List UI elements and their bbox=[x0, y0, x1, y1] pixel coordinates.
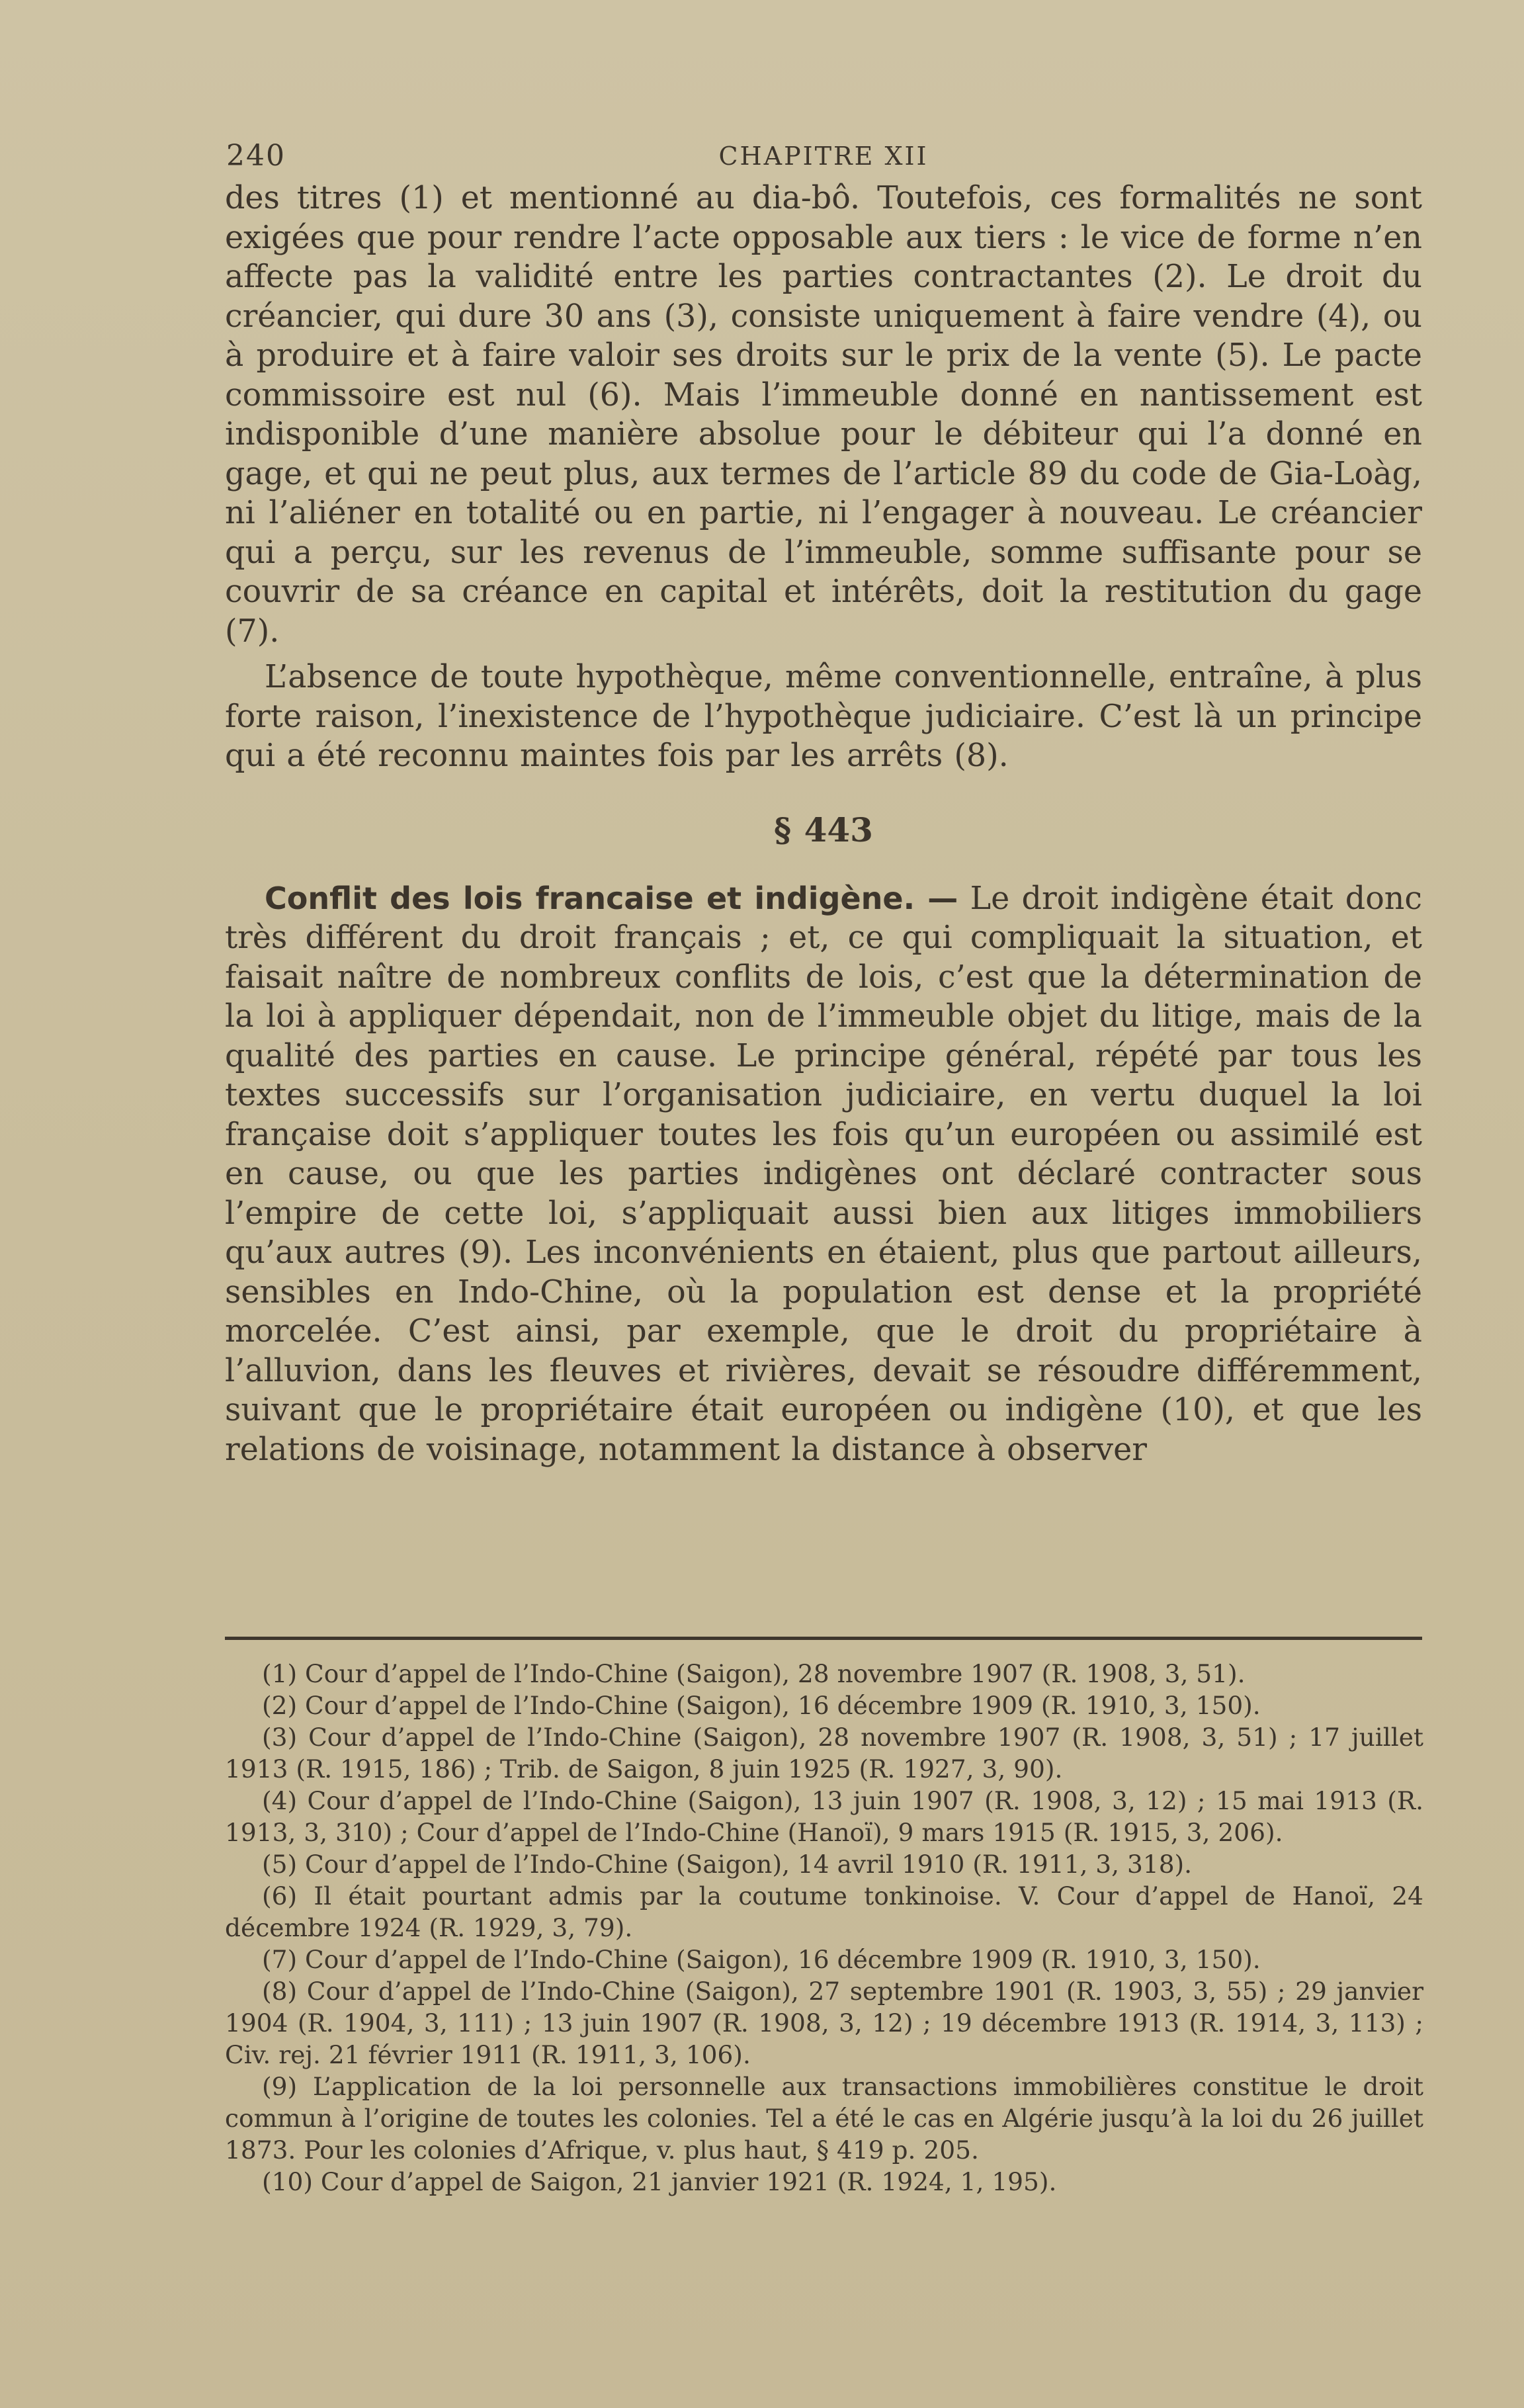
footnote-9: (9) L’application de la loi personnelle aux transactions immobilières constitue le droit commun à l’origine de toutes les colonies. Tel a été le cas en Algérie jusqu’à la loi du 26 juillet 1873. Pour les colonies d’Afrique, v. plus haut, § 419 p. 205. bbox=[225, 2072, 1423, 2165]
footnote-2: (2) Cour d’appel de l’Indo-Chine (Saigon), 16 décembre 1909 (R. 1910, 3, 150). bbox=[262, 1691, 1261, 1720]
footnote-5: (5) Cour d’appel de l’Indo-Chine (Saigon), 14 avril 1910 (R. 1911, 3, 318). bbox=[262, 1850, 1193, 1879]
page-number: 240 bbox=[226, 139, 286, 173]
book-page bbox=[225, 132, 1422, 1469]
section-title: Conflit des lois francaise et indigène. — bbox=[265, 880, 958, 916]
section-number: § 443 bbox=[774, 810, 873, 849]
running-title: CHAPITRE XII bbox=[718, 142, 929, 171]
footnote-10: (10) Cour d’appel de Saigon, 21 janvier 1921 (R. 1924, 1, 195). bbox=[262, 2167, 1057, 2196]
footnote-3: (3) Cour d’appel de l’Indo-Chine (Saigon), 28 novembre 1907 (R. 1908, 3, 51) ; 17 juillet 1913 (R. 1915, 186) ; Trib. de Saigon, 8 juin 1925 (R. 1927, 3, 90). bbox=[225, 1723, 1423, 1784]
footnotes bbox=[225, 1658, 1423, 2198]
footnote-7: (7) Cour d’appel de l’Indo-Chine (Saigon), 16 décembre 1909 (R. 1910, 3, 150). bbox=[262, 1945, 1261, 1974]
footnote-rule bbox=[225, 1637, 1422, 1640]
main-text bbox=[225, 179, 1422, 1469]
paragraph-3 bbox=[225, 879, 1422, 1470]
footnote-4: (4) Cour d’appel de l’Indo-Chine (Saigon), 13 juin 1907 (R. 1908, 3, 12) ; 15 mai 1913 (R. 1913, 3, 310) ; Cour d’appel de l’Indo-Chine (Hanoï), 9 mars 1915 (R. 1915, 3, 206). bbox=[225, 1786, 1423, 1847]
paragraph-1: des titres (1) et mentionné au dia-bô. Toutefois, ces formalités ne sont exigées que pour rendre l’acte opposable aux tiers : le vice de forme n’en affecte pas la validité entre les parties contractantes (2). Le droit du créancier, qui dure 30 ans (3), consiste uniquement à faire vendre (4), ou à produire et à faire valoir ses droits sur le prix de la vente (5). Le pacte commissoire est nul (6). Mais l’immeuble donné en nantissement est indisponible d’une manière absolue pour le débiteur qui l’a donné en gage, et qui ne peut plus, aux termes de l’article 89 du code de Gia-Loàg, ni l’aliéner en totalité ou en partie, ni l’engager à nouveau. Le créancier qui a perçu, sur les revenus de l’immeuble, somme suffisante pour se couvrir de sa créance en capital et intérêts, doit la restitution du gage (7). bbox=[225, 180, 1422, 650]
footnote-6: (6) Il était pourtant admis par la coutume tonkinoise. V. Cour d’appel de Hanoï, 24 décembre 1924 (R. 1929, 3, 79). bbox=[225, 1881, 1423, 1942]
paragraph-2: L’absence de toute hypothèque, même conventionnelle, entraîne, à plus forte raison, l’inexistence de l’hypothèque judiciaire. C’est là un principe qui a été reconnu maintes fois par les arrêts (8). bbox=[225, 659, 1422, 774]
paragraph-3-text: Le droit indigène était donc très différent du droit français ; et, ce qui compliquait la situation, et faisait naître de nombreux conflits de lois, c’est que la détermination de la loi à appliquer dépendait, non de l’immeuble objet du litige, mais de la qualité des parties en cause. Le principe général, répété par tous les textes successifs sur l’organisation judiciaire, en vertu duquel la loi française doit s’appliquer toutes les fois qu’un européen ou assimilé est en cause, ou que les parties indigènes ont déclaré contracter sous l’empire de cette loi, s’appliquait aussi bien aux litiges immobiliers qu’aux autres (9). Les inconvénients en étaient, plus que partout ailleurs, sensibles en Indo-Chine, où la population est dense et la propriété morcelée. C’est ainsi, par exemple, que le droit du propriétaire à l’alluvion, dans les fleuves et rivières, devait se résoudre différemment, suivant que le propriétaire était européen ou indigène (10), et que les relations de voisinage, notamment la distance à observer bbox=[225, 880, 1422, 1468]
page-header bbox=[225, 132, 1422, 179]
footnote-8: (8) Cour d’appel de l’Indo-Chine (Saigon), 27 septembre 1901 (R. 1903, 3, 55) ; 29 janvier 1904 (R. 1904, 3, 111) ; 13 juin 1907 (R. 1908, 3, 12) ; 19 décembre 1913 (R. 1914, 3, 113) ; Civ. rej. 21 février 1911 (R. 1911, 3, 106). bbox=[225, 1977, 1423, 2069]
footnote-1: (1) Cour d’appel de l’Indo-Chine (Saigon), 28 novembre 1907 (R. 1908, 3, 51). bbox=[262, 1659, 1246, 1688]
